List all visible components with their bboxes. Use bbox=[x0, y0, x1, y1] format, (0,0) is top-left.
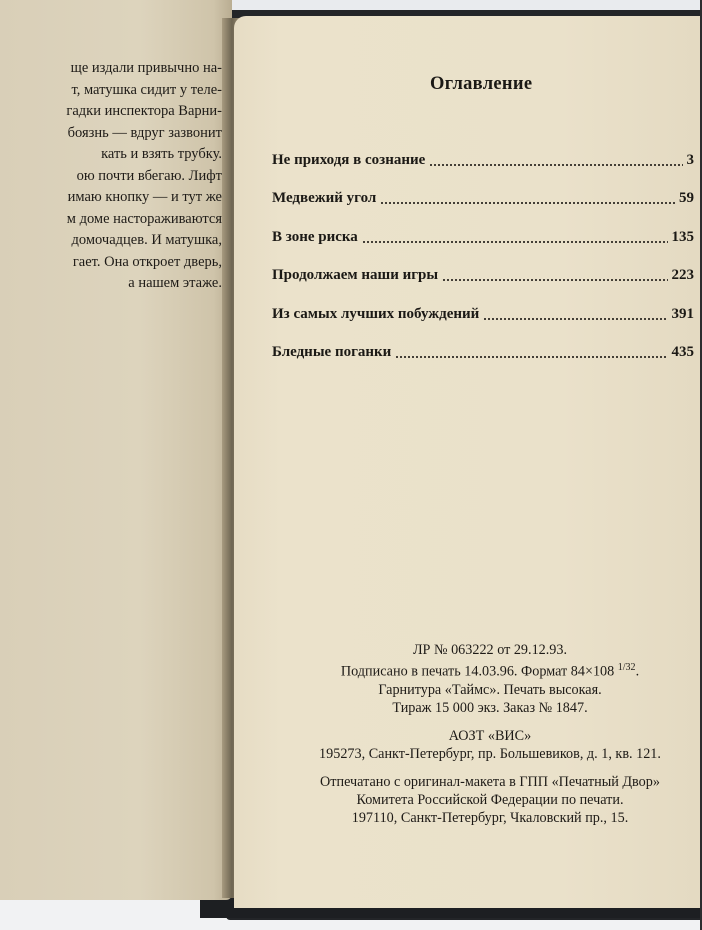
toc-leader-dots bbox=[380, 202, 675, 204]
text-line: боязнь — вдруг зазвонит bbox=[67, 124, 222, 141]
text-line: а нашем этаже. bbox=[128, 275, 222, 291]
toc-entry bbox=[272, 246, 694, 285]
imprint-format-fraction: 1/32 bbox=[617, 662, 636, 673]
toc-entry-title: Бледные поганки bbox=[272, 344, 392, 360]
toc-leader-dots bbox=[483, 318, 667, 320]
imprint-printed-line: 197110, Санкт-Петербург, Чкаловский пр., 15. bbox=[351, 809, 629, 826]
imprint-publisher-address: 195273, Санкт-Петербург, пр. Большевиков, д. 1, кв. 121. bbox=[319, 745, 661, 762]
toc-entry-title: Медвежий угол bbox=[272, 190, 377, 206]
toc-list bbox=[272, 130, 694, 361]
toc-entry bbox=[272, 207, 694, 246]
text-line: ще издали привычно на- bbox=[70, 60, 222, 76]
imprint-signed-text: Подписано в печать 14.03.96. Формат 84×108 bbox=[340, 663, 615, 680]
text-line: кать и взять трубку. bbox=[101, 146, 222, 162]
toc-entry bbox=[272, 130, 694, 169]
toc-title: Оглавление bbox=[430, 74, 533, 94]
toc-entry-title: В зоне риска bbox=[272, 228, 358, 245]
text-line: домочадцев. И матушка, bbox=[71, 232, 222, 248]
imprint-run: Тираж 15 000 экз. Заказ № 1847. bbox=[392, 699, 588, 716]
text-line: гает. Она откроет дверь, bbox=[72, 253, 222, 270]
imprint-block bbox=[278, 641, 702, 837]
imprint-license: ЛР № 063222 от 29.12.93. bbox=[412, 642, 568, 658]
toc-entry bbox=[272, 169, 694, 208]
toc-entry-page: 59 bbox=[679, 190, 694, 206]
toc-entry-title: Не приходя в сознание bbox=[272, 151, 426, 168]
toc-entry-page: 223 bbox=[671, 267, 694, 283]
left-page-text bbox=[0, 58, 222, 291]
toc-entry-title: Продолжаем наши игры bbox=[272, 267, 439, 283]
toc-leader-dots bbox=[429, 164, 682, 166]
toc-entry-page: 391 bbox=[671, 305, 694, 322]
text-line: имаю кнопку — и тут же bbox=[67, 189, 222, 205]
left-page bbox=[0, 0, 232, 900]
imprint-typeface: Гарнитура «Таймс». Печать высокая. bbox=[378, 681, 602, 698]
text-line: гадки инспектора Варни- bbox=[66, 103, 222, 119]
toc-entry-title: Из самых лучших побуждений bbox=[272, 305, 480, 322]
toc-leader-dots bbox=[442, 279, 667, 281]
text-line: т, матушка сидит у теле- bbox=[71, 81, 222, 98]
text-line: ою почти вбегаю. Лифт bbox=[76, 167, 222, 184]
toc-leader-dots bbox=[362, 241, 668, 243]
imprint-printed-line: Комитета Российской Федерации по печати. bbox=[356, 791, 624, 808]
toc-entry bbox=[272, 323, 694, 362]
imprint-publisher: АОЗТ «ВИС» bbox=[448, 727, 532, 744]
right-page bbox=[234, 16, 700, 908]
toc-entry-page: 135 bbox=[671, 228, 694, 245]
imprint-printed-line: Отпечатано с оригинал-макета в ГПП «Печатный Двор» bbox=[320, 773, 660, 790]
toc-entry-page: 435 bbox=[671, 344, 694, 360]
toc-entry bbox=[272, 284, 694, 323]
toc-entry-page: 3 bbox=[686, 151, 694, 168]
text-line: м доме настораживаются bbox=[66, 210, 222, 227]
imprint-signed: Подписано в печать 14.03.96. Формат 84×108 $^{1/32}$. bbox=[340, 662, 640, 680]
toc-leader-dots bbox=[395, 356, 667, 358]
